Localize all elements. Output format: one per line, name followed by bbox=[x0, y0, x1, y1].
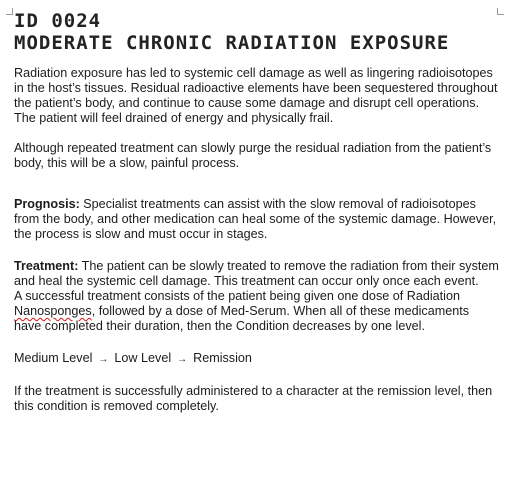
treatment-detail-after: , followed by a dose of Med-Serum. When all of these medicaments have completed their duration, then the Condition decreases by one level. bbox=[14, 304, 470, 333]
prognosis-text: Specialist treatments can assist with the slow removal of radioisotopes from the body, and other medication can heal some of the systemic damage. However, the process is slow and must occur in stages. bbox=[14, 197, 497, 241]
level-low: Low Level bbox=[114, 351, 172, 365]
treatment-label: Treatment: bbox=[14, 259, 79, 273]
misspelled-word: Nanosponges bbox=[14, 304, 92, 318]
prognosis-label: Prognosis: bbox=[14, 197, 80, 211]
treatment-detail-before: A successful treatment consists of the patient being given one dose of Radiation bbox=[14, 289, 460, 303]
arrow-right-icon: → bbox=[98, 354, 109, 365]
level-medium: Medium Level bbox=[14, 351, 93, 365]
page-corner-mark-left bbox=[6, 8, 13, 15]
treatment-paragraph bbox=[14, 259, 499, 289]
description-paragraph: Radiation exposure has led to systemic cell damage as well as lingering radioisotopes in the host’s tissues. Residual radioactive elements have been sequestered throughout the patient’s body, and continue to cause some damage and disrupt cell operations. The patient will feel drained of energy and physically frail. bbox=[14, 66, 498, 125]
document-id: ID 0024 bbox=[14, 10, 102, 32]
level-remission: Remission bbox=[193, 351, 252, 365]
level-progression bbox=[14, 351, 499, 367]
treatment-note-paragraph: Although repeated treatment can slowly purge the residual radiation from the patient’s body, this will be a slow, painful process. bbox=[14, 141, 492, 170]
treatment-text: The patient can be slowly treated to remove the radiation from their system and heal the systemic cell damage. This treatment can occur only once each event. bbox=[14, 259, 499, 288]
prognosis-paragraph bbox=[14, 197, 499, 242]
arrow-right-icon: → bbox=[177, 354, 188, 365]
treatment-detail-paragraph bbox=[14, 289, 499, 334]
document-title: MODERATE CHRONIC RADIATION EXPOSURE bbox=[14, 32, 450, 54]
document-page bbox=[14, 10, 499, 414]
document-body bbox=[14, 66, 499, 414]
final-paragraph: If the treatment is successfully administered to a character at the remission level, then this condition is removed completely. bbox=[14, 384, 493, 413]
